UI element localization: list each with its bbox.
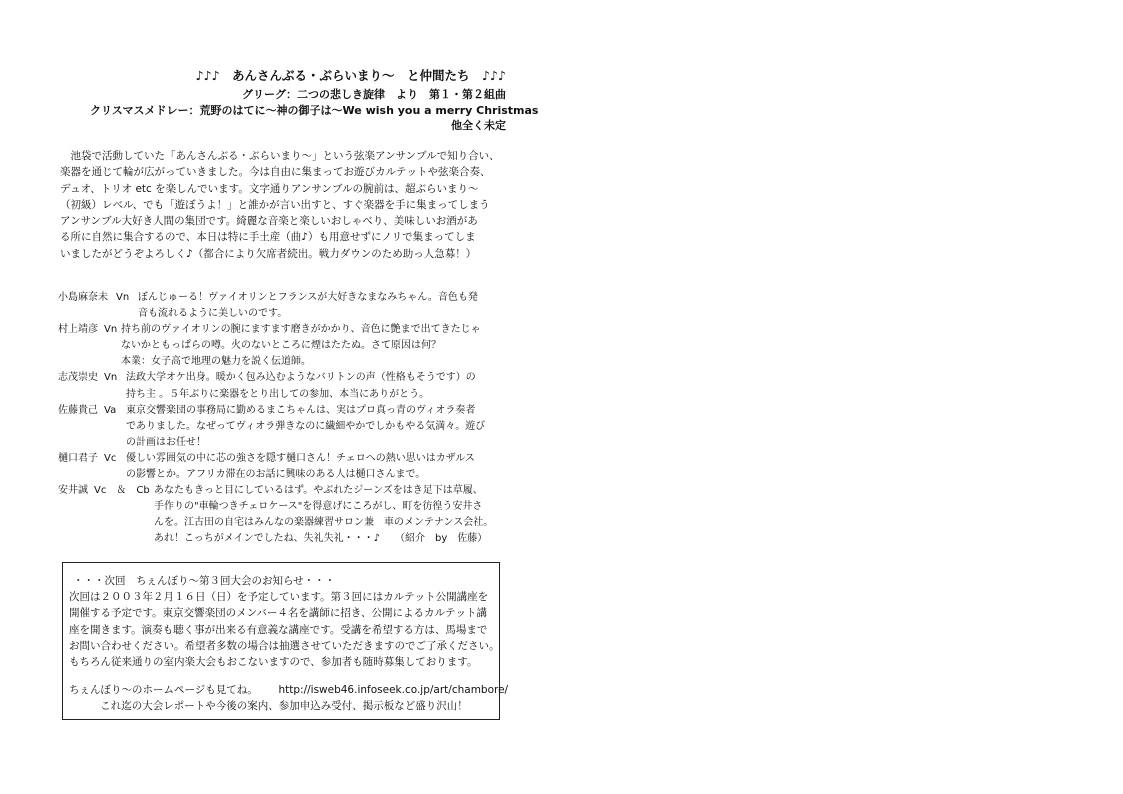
member-entry (58, 403, 518, 451)
homepage-url-link[interactable]: http://isweb46.infoseek.co.jp/art/chambore/ (278, 684, 509, 697)
member-name: 樋口君子 (58, 452, 98, 464)
intro-line: 楽器を通じて輪が広がっていきました。今は自由に集まってお遊びカルテットや弦楽合奏、 (60, 166, 491, 179)
intro-line: （初級）レベル、でも「遊ぼうよ！」と誰かが言い出すと、すぐ楽器を手に集まってしまう (60, 198, 490, 211)
next-event-notice-box (62, 562, 509, 720)
member-name: 村上靖彦 (58, 324, 98, 336)
notice-heading: ・・・次回 ちぇんぼり〜第３回大会のお知らせ・・・ (73, 575, 336, 587)
notice-line: 座を開きます。演奏も聴く事が出来る有意義な講座です。受講を希望する方は、馬場まで (69, 623, 488, 636)
member-description-line: の影響とか。アフリカ滞在のお話に興味のある人は樋口さんまで。 (126, 469, 426, 481)
member-list (58, 290, 518, 548)
member-name: 志茂崇史 (58, 372, 98, 384)
notice-footer: これ迄の大会レポートや今後の案内、参加申込み受付、掲示板など盛り沢山！ (100, 700, 468, 713)
member-instrument: Vn (104, 372, 118, 384)
member-entry (58, 483, 518, 547)
member-description-line: 手作りの"車輪つきチェロケース"を得意げにころがし、町を彷徨う安井さ (154, 501, 483, 513)
member-description-line: でありました。なぜってヴィオラ弾きなのに繊細やかでしかもやる気満々。遊び (126, 420, 486, 432)
member-description-line: 法政大学オケ出身。暖かく包み込むようなバリトンの声（性格もそうです）の (126, 372, 476, 384)
member-description-line: 本業：女子高で地理の魅力を説く伝道師。 (121, 356, 311, 368)
member-description-line: 東京交響楽団の事務局に勤めるまこちゃんは、実はプロ真っ青のヴィオラ奏者 (126, 404, 476, 416)
member-name: 小島麻奈未 (58, 292, 108, 303)
member-instrument: Vc ＆ Cb (94, 485, 150, 497)
member-description-line: 持ち前のヴァイオリンの腕にますます磨きがかかり、音色に艶まで出てきたじゃ (121, 324, 481, 336)
notice-line: 開催する予定です。東京交響楽団のメンバー４名を講師に招き、公開によるカルテット講 (69, 607, 488, 620)
intro-paragraph (60, 148, 510, 262)
member-name: 安井誠 (58, 485, 88, 497)
notice-line: 次回は２００３年２月１６日（日）を予定しています。第３回にはカルテット公開講座を (69, 591, 489, 604)
member-description-line: んを。江古田の自宅はみんなの楽器練習サロン兼 車のメンテナンス会社。 (154, 517, 494, 529)
member-description-line: 優しい雰囲気の中に芯の強さを隠す樋口さん！チェロへの熱い思いはカザルス (126, 452, 475, 464)
homepage-line (69, 682, 509, 698)
member-instrument: Va (104, 404, 117, 416)
intro-line: いましたがどうぞよろしく♪（都合により欠席者続出。戦力ダウンのため助っ人急募！） (60, 247, 477, 260)
intro-line: る所に自然に集合するので、本日は特に手土産（曲♪）も用意せずにノリで集まってしま (60, 231, 476, 244)
notice-line: お問い合わせください。希望者多数の場合は抽選させていただきますのでご了承ください。 (69, 639, 500, 652)
homepage-text: ちぇんぼり〜のホームページも見てね。 (69, 684, 258, 697)
member-description-line: 音も流れるように美しいのです。 (138, 308, 288, 320)
member-description-line: 持ち主 。５年ぶりに楽器をとり出しての参加、本当にありがとう。 (126, 388, 430, 400)
member-entry (58, 370, 518, 402)
member-description-line: あれ！こっちがメインでしたね、失礼失礼・・・♪ （紹介 by 佐藤） (154, 533, 488, 545)
intro-line: 池袋で活動していた「あんさんぶる・ぶらいまり〜」という弦楽アンサンブルで知り合い、 (60, 150, 500, 162)
intro-line: デュオ、トリオ etc を楽しんでいます。文字通りアンサンブルの腕前は、超ぶらいまり〜 (60, 182, 479, 195)
member-description-line: の計画はお任せ！ (126, 436, 206, 448)
member-entry (58, 322, 518, 370)
member-description-line: ないかともっぱらの噂。火のないところに煙はたたぬ。さて原因は何？ (121, 340, 441, 352)
member-description-line: ぼんじゅーる！ヴァイオリンとフランスが大好きなまなみちゃん。音色も発 (138, 292, 478, 303)
member-instrument: Vn (116, 292, 130, 303)
program-item-grieg: グリーグ：二つの悲しき旋律 より 第１・第２組曲 (242, 88, 506, 101)
page-title: ♪♪♪ あんさんぶる・ぶらいまり〜 と仲間たち ♪♪♪ (195, 68, 506, 83)
member-instrument: Vn (104, 324, 118, 336)
intro-line: アンサンブル大好き人間の集団です。綺麗な音楽と楽しいおしゃべり、美味しいお酒があ (60, 215, 478, 228)
program-item-christmas-medley: クリスマスメドレー：荒野のはてに〜神の御子は〜We wish you a merry Christmas (90, 104, 539, 117)
member-description-line: あなたもきっと目にしているはず。やぶれたジーンズをはき足下は草履、 (154, 485, 483, 497)
notice-line: もちろん従来通りの室内楽大会もおこないますので、参加者も随時募集しております。 (69, 656, 478, 669)
member-entry (58, 451, 518, 483)
member-name: 佐藤貴己 (58, 404, 98, 416)
member-entry (58, 290, 518, 322)
program-item-undecided: 他全く未定 (451, 119, 506, 132)
member-instrument: Vc (104, 452, 117, 464)
